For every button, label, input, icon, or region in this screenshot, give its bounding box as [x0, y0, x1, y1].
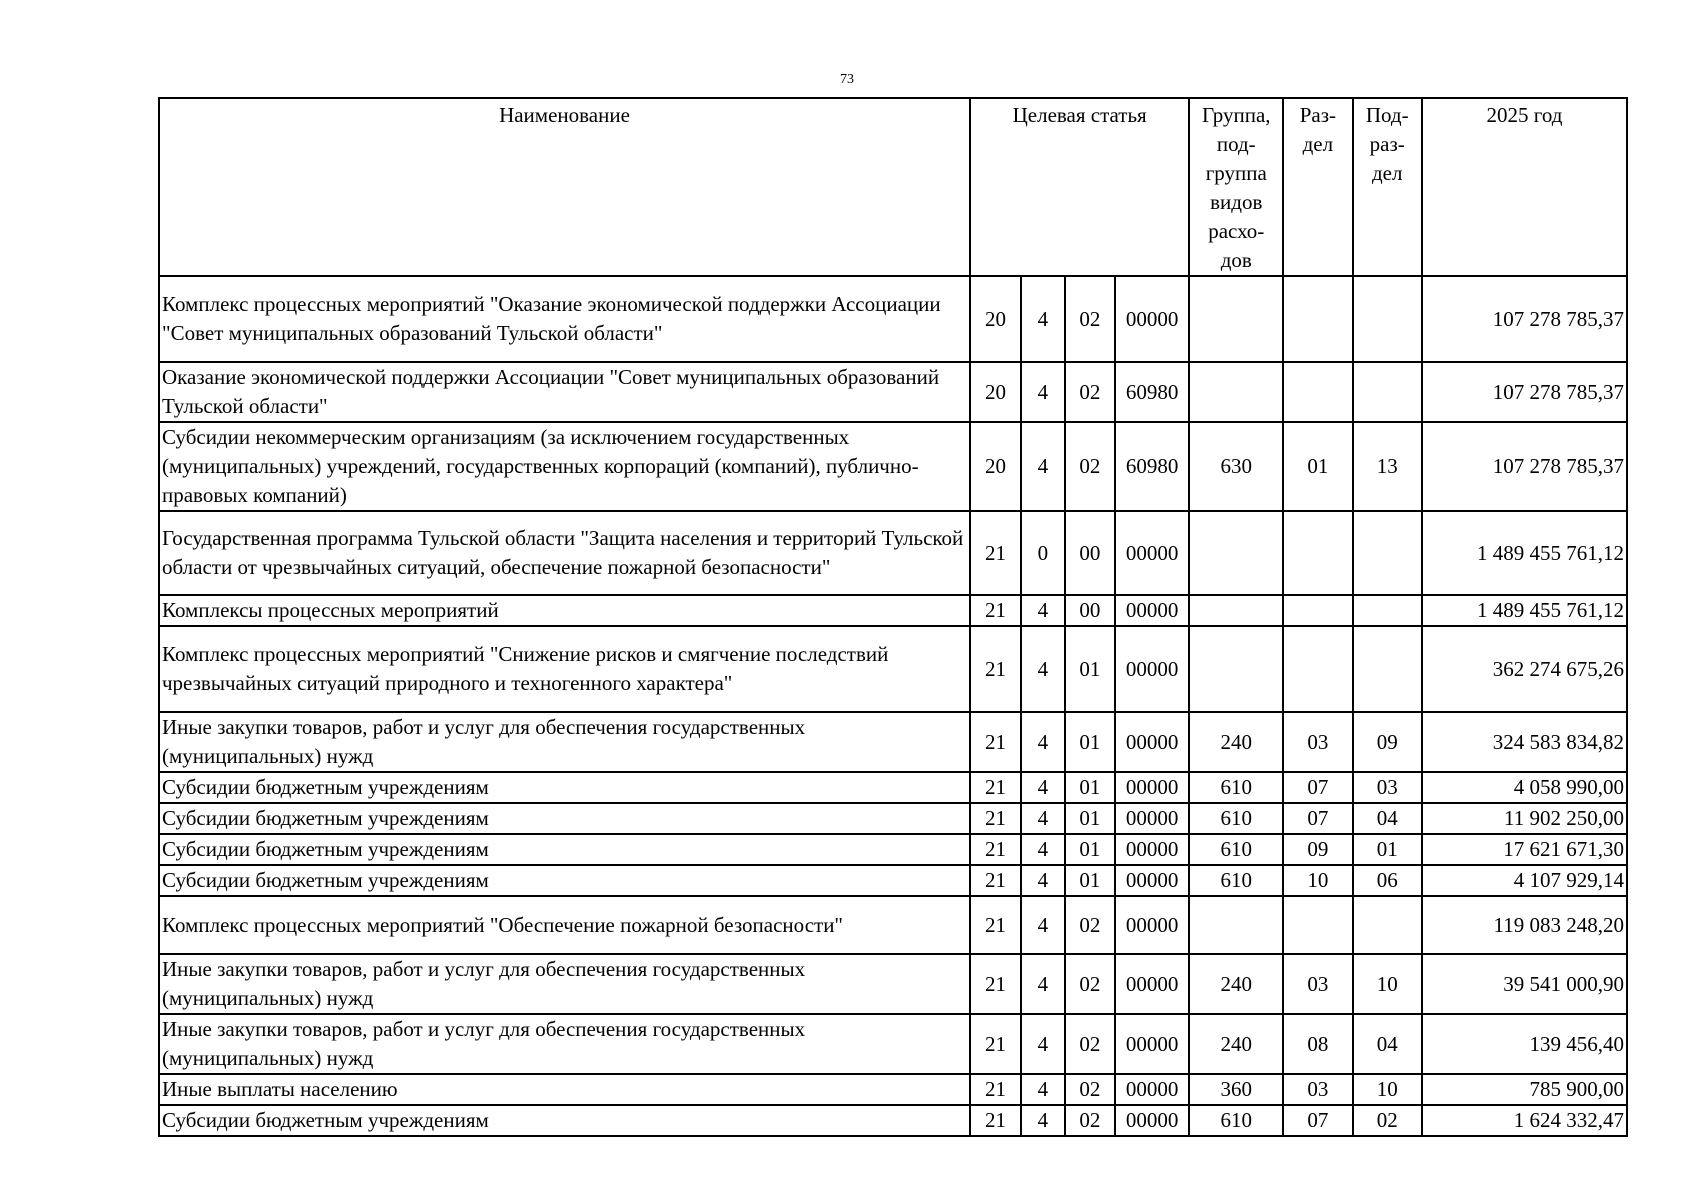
row-code-3: 02	[1065, 954, 1115, 1014]
row-code-3: 02	[1065, 422, 1115, 511]
row-code-2: 4	[1021, 1014, 1065, 1074]
row-name: Иные выплаты населению	[159, 1074, 970, 1105]
row-section	[1283, 276, 1352, 362]
table-row	[159, 626, 1627, 712]
row-amount: 139 456,40	[1422, 1014, 1627, 1074]
table-row	[159, 422, 1627, 511]
row-code-2: 4	[1021, 865, 1065, 896]
row-code-2: 0	[1021, 511, 1065, 595]
row-code-4: 00000	[1115, 626, 1190, 712]
row-amount: 11 902 250,00	[1422, 803, 1627, 834]
row-amount: 362 274 675,26	[1422, 626, 1627, 712]
row-subsection: 01	[1353, 834, 1422, 865]
row-section: 03	[1283, 954, 1352, 1014]
row-code-3: 01	[1065, 834, 1115, 865]
row-code-2: 4	[1021, 422, 1065, 511]
table-row	[159, 595, 1627, 626]
row-name: Субсидии бюджетным учреждениям	[159, 803, 970, 834]
row-name: Комплекс процессных мероприятий "Оказание экономической поддержки Ассоциации "Совет муниципальных образований Тульской области"	[159, 276, 970, 362]
row-code-1: 20	[970, 276, 1021, 362]
table-row	[159, 896, 1627, 954]
row-subsection: 13	[1353, 422, 1422, 511]
row-code-2: 4	[1021, 954, 1065, 1014]
row-subsection: 10	[1353, 1074, 1422, 1105]
row-subsection	[1353, 276, 1422, 362]
row-amount: 324 583 834,82	[1422, 712, 1627, 772]
row-code-2: 4	[1021, 1074, 1065, 1105]
row-amount: 17 621 671,30	[1422, 834, 1627, 865]
row-code-3: 02	[1065, 362, 1115, 422]
row-section: 01	[1283, 422, 1352, 511]
row-code-1: 21	[970, 896, 1021, 954]
row-subsection: 06	[1353, 865, 1422, 896]
row-code-4: 00000	[1115, 712, 1190, 772]
row-code-4: 00000	[1115, 1014, 1190, 1074]
row-group: 240	[1189, 1014, 1283, 1074]
row-amount: 1 489 455 761,12	[1422, 595, 1627, 626]
table-row	[159, 865, 1627, 896]
row-subsection: 04	[1353, 803, 1422, 834]
table-row	[159, 834, 1627, 865]
row-amount: 119 083 248,20	[1422, 896, 1627, 954]
row-code-3: 00	[1065, 511, 1115, 595]
row-code-4: 00000	[1115, 1074, 1190, 1105]
row-code-4: 00000	[1115, 1105, 1190, 1136]
row-subsection: 02	[1353, 1105, 1422, 1136]
row-amount: 4 058 990,00	[1422, 772, 1627, 803]
header-target-article: Целевая статья	[970, 98, 1189, 276]
page-number: 73	[840, 72, 854, 87]
row-code-2: 4	[1021, 896, 1065, 954]
row-amount: 39 541 000,90	[1422, 954, 1627, 1014]
row-code-3: 01	[1065, 626, 1115, 712]
row-code-4: 00000	[1115, 276, 1190, 362]
row-section	[1283, 896, 1352, 954]
row-code-3: 01	[1065, 803, 1115, 834]
row-code-1: 21	[970, 834, 1021, 865]
row-name: Субсидии бюджетным учреждениям	[159, 834, 970, 865]
row-group	[1189, 511, 1283, 595]
row-code-3: 01	[1065, 712, 1115, 772]
row-section: 10	[1283, 865, 1352, 896]
row-code-1: 21	[970, 772, 1021, 803]
row-subsection: 04	[1353, 1014, 1422, 1074]
header-group: Группа, под- группа видов расхо- дов	[1189, 98, 1283, 276]
row-section: 08	[1283, 1014, 1352, 1074]
table-row	[159, 803, 1627, 834]
row-subsection	[1353, 626, 1422, 712]
row-code-3: 02	[1065, 1074, 1115, 1105]
row-code-2: 4	[1021, 276, 1065, 362]
row-section	[1283, 511, 1352, 595]
row-section	[1283, 362, 1352, 422]
row-code-4: 00000	[1115, 803, 1190, 834]
header-section: Раз- дел	[1283, 98, 1352, 276]
table-row	[159, 954, 1627, 1014]
row-section: 03	[1283, 1074, 1352, 1105]
row-name: Субсидии бюджетным учреждениям	[159, 772, 970, 803]
row-code-2: 4	[1021, 362, 1065, 422]
row-section: 03	[1283, 712, 1352, 772]
row-code-3: 02	[1065, 1105, 1115, 1136]
row-code-1: 21	[970, 803, 1021, 834]
row-code-1: 21	[970, 865, 1021, 896]
row-group: 240	[1189, 954, 1283, 1014]
row-code-4: 60980	[1115, 422, 1190, 511]
row-subsection	[1353, 511, 1422, 595]
row-code-1: 21	[970, 626, 1021, 712]
row-code-1: 20	[970, 362, 1021, 422]
row-amount: 4 107 929,14	[1422, 865, 1627, 896]
row-code-2: 4	[1021, 712, 1065, 772]
row-code-3: 01	[1065, 865, 1115, 896]
row-subsection: 09	[1353, 712, 1422, 772]
row-name: Иные закупки товаров, работ и услуг для обеспечения государственных (муниципальных) нужд	[159, 1014, 970, 1074]
row-code-3: 02	[1065, 896, 1115, 954]
row-name: Иные закупки товаров, работ и услуг для обеспечения государственных (муниципальных) нужд	[159, 712, 970, 772]
row-name: Комплекс процессных мероприятий "Обеспечение пожарной безопасности"	[159, 896, 970, 954]
row-code-1: 21	[970, 712, 1021, 772]
row-code-1: 21	[970, 1014, 1021, 1074]
row-section: 07	[1283, 1105, 1352, 1136]
row-subsection	[1353, 362, 1422, 422]
header-subsection: Под- раз- дел	[1353, 98, 1422, 276]
row-code-4: 00000	[1115, 511, 1190, 595]
row-group: 610	[1189, 803, 1283, 834]
row-code-4: 00000	[1115, 595, 1190, 626]
row-code-3: 01	[1065, 772, 1115, 803]
row-group	[1189, 626, 1283, 712]
row-code-1: 21	[970, 595, 1021, 626]
row-section	[1283, 595, 1352, 626]
table-row	[159, 362, 1627, 422]
row-group: 610	[1189, 772, 1283, 803]
row-subsection: 10	[1353, 954, 1422, 1014]
table-row	[159, 712, 1627, 772]
row-name: Комплекс процессных мероприятий "Снижение рисков и смягчение последствий чрезвычайных ситуаций природного и техногенного характера"	[159, 626, 970, 712]
row-amount: 107 278 785,37	[1422, 422, 1627, 511]
table-row	[159, 1074, 1627, 1105]
row-code-3: 00	[1065, 595, 1115, 626]
table-row	[159, 1014, 1627, 1074]
row-section: 07	[1283, 772, 1352, 803]
row-amount: 785 900,00	[1422, 1074, 1627, 1105]
row-code-4: 00000	[1115, 772, 1190, 803]
row-group	[1189, 276, 1283, 362]
row-amount: 107 278 785,37	[1422, 276, 1627, 362]
row-section: 09	[1283, 834, 1352, 865]
row-group	[1189, 896, 1283, 954]
row-name: Субсидии бюджетным учреждениям	[159, 1105, 970, 1136]
row-subsection	[1353, 595, 1422, 626]
row-group	[1189, 595, 1283, 626]
row-amount: 1 489 455 761,12	[1422, 511, 1627, 595]
row-code-4: 00000	[1115, 896, 1190, 954]
row-group: 240	[1189, 712, 1283, 772]
row-name: Субсидии некоммерческим организациям (за исключением государственных (муниципальных) учреждений, государственных корпораций (компаний), публично-правовых компаний)	[159, 422, 970, 511]
row-code-1: 20	[970, 422, 1021, 511]
table-row	[159, 511, 1627, 595]
row-group: 630	[1189, 422, 1283, 511]
header-row	[159, 98, 1627, 276]
row-code-1: 21	[970, 1105, 1021, 1136]
row-code-2: 4	[1021, 595, 1065, 626]
row-code-4: 00000	[1115, 834, 1190, 865]
row-code-4: 00000	[1115, 865, 1190, 896]
table-row	[159, 772, 1627, 803]
budget-table	[158, 97, 1628, 1137]
row-code-2: 4	[1021, 1105, 1065, 1136]
row-group: 610	[1189, 1105, 1283, 1136]
row-code-4: 60980	[1115, 362, 1190, 422]
row-code-4: 00000	[1115, 954, 1190, 1014]
header-name: Наименование	[159, 98, 970, 276]
row-group: 610	[1189, 834, 1283, 865]
row-amount: 107 278 785,37	[1422, 362, 1627, 422]
row-code-3: 02	[1065, 276, 1115, 362]
table-row	[159, 1105, 1627, 1136]
row-amount: 1 624 332,47	[1422, 1105, 1627, 1136]
table-row	[159, 276, 1627, 362]
row-code-2: 4	[1021, 803, 1065, 834]
row-group	[1189, 362, 1283, 422]
row-name: Оказание экономической поддержки Ассоциации "Совет муниципальных образований Тульской области"	[159, 362, 970, 422]
row-code-1: 21	[970, 954, 1021, 1014]
row-code-2: 4	[1021, 772, 1065, 803]
row-code-1: 21	[970, 511, 1021, 595]
row-subsection	[1353, 896, 1422, 954]
row-code-1: 21	[970, 1074, 1021, 1105]
row-section	[1283, 626, 1352, 712]
row-name: Государственная программа Тульской области "Защита населения и территорий Тульской области от чрезвычайных ситуаций, обеспечение пожарной безопасности"	[159, 511, 970, 595]
row-code-3: 02	[1065, 1014, 1115, 1074]
header-year: 2025 год	[1422, 98, 1627, 276]
row-group: 610	[1189, 865, 1283, 896]
row-group: 360	[1189, 1074, 1283, 1105]
row-section: 07	[1283, 803, 1352, 834]
row-name: Иные закупки товаров, работ и услуг для обеспечения государственных (муниципальных) нужд	[159, 954, 970, 1014]
row-code-2: 4	[1021, 834, 1065, 865]
row-name: Комплексы процессных мероприятий	[159, 595, 970, 626]
row-subsection: 03	[1353, 772, 1422, 803]
row-code-2: 4	[1021, 626, 1065, 712]
row-name: Субсидии бюджетным учреждениям	[159, 865, 970, 896]
